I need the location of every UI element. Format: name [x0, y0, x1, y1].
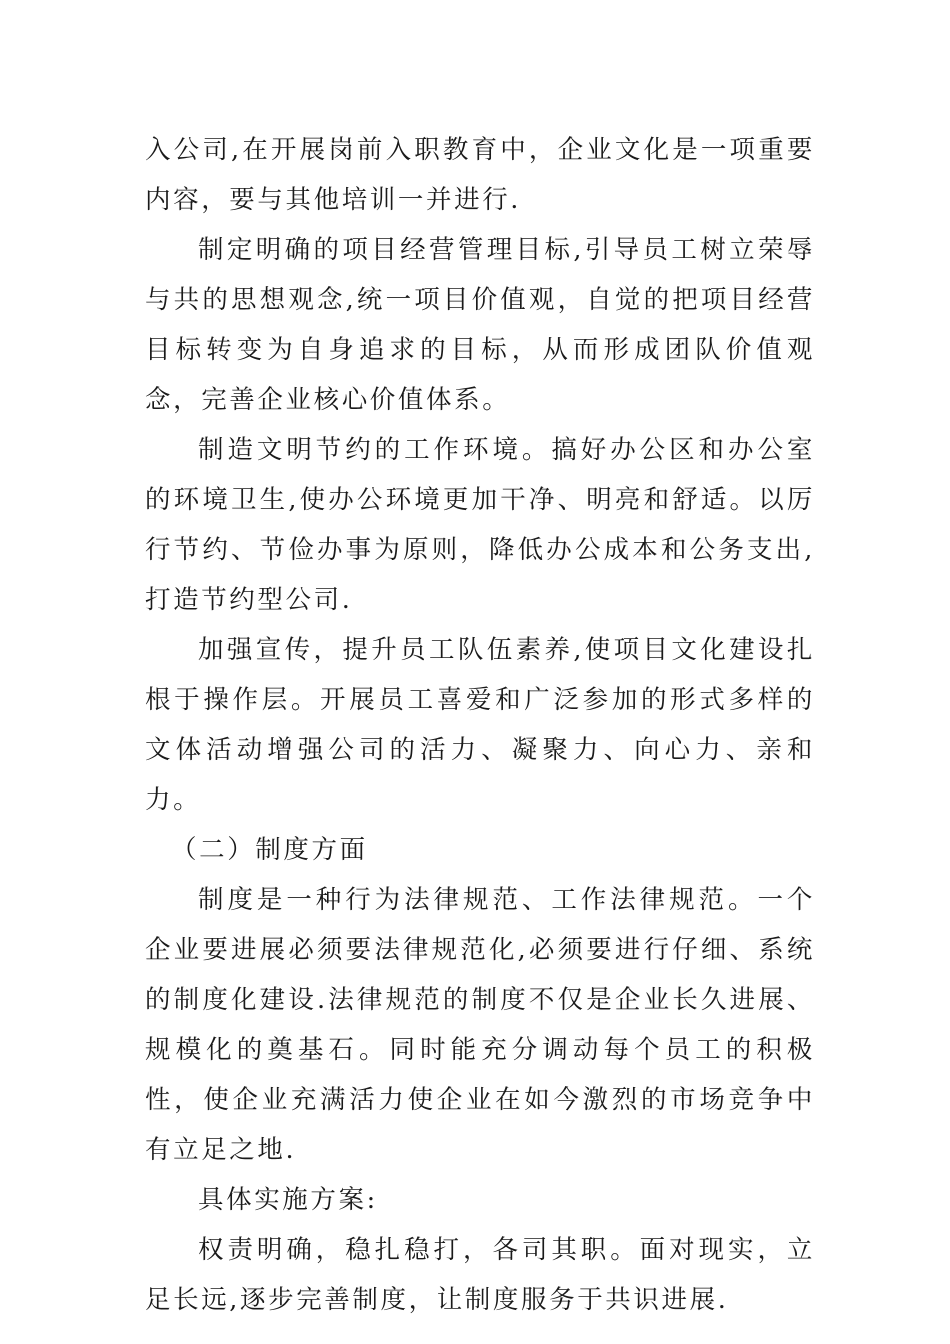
- paragraph-continuation: 入公司,在开展岗前入职教育中，企业文化是一项重要内容，要与其他培训一并进行.: [145, 135, 815, 215]
- paragraph-work-environment: 制造文明节约的工作环境。搞好办公区和办公室的环境卫生,使办公环境更加干净、明亮和舒适。以厉行节约、节俭办事为原则，降低办公成本和公务支出,打造节约型公司.: [145, 435, 815, 615]
- paragraph-implementation-label: 具体实施方案:: [198, 1185, 378, 1215]
- section-heading-system: （二）制度方面: [171, 835, 368, 865]
- document-body: [145, 125, 815, 1325]
- paragraph-implementation-plan: 权责明确，稳扎稳打，各司其职。面对现实，立足长远,逐步完善制度，让制度服务于共识进展.: [145, 1235, 815, 1315]
- paragraph-system-definition: 制度是一种行为法律规范、工作法律规范。一个企业要进展必须要法律规范化,必须要进行仔细、系统的制度化建设.法律规范的制度不仅是企业长久进展、规模化的奠基石。同时能充分调动每个员工的积极性，使企业充满活力使企业在如今激烈的市场竞争中有立足之地.: [145, 885, 815, 1165]
- paragraph-management-goals: 制定明确的项目经营管理目标,引导员工树立荣辱与共的思想观念,统一项目价值观，自觉的把项目经营目标转变为自身追求的目标，从而形成团队价值观念，完善企业核心价值体系。: [145, 235, 815, 415]
- paragraph-publicity: 加强宣传，提升员工队伍素养,使项目文化建设扎根于操作层。开展员工喜爱和广泛参加的形式多样的文体活动增强公司的活力、凝聚力、向心力、亲和力。: [145, 635, 815, 815]
